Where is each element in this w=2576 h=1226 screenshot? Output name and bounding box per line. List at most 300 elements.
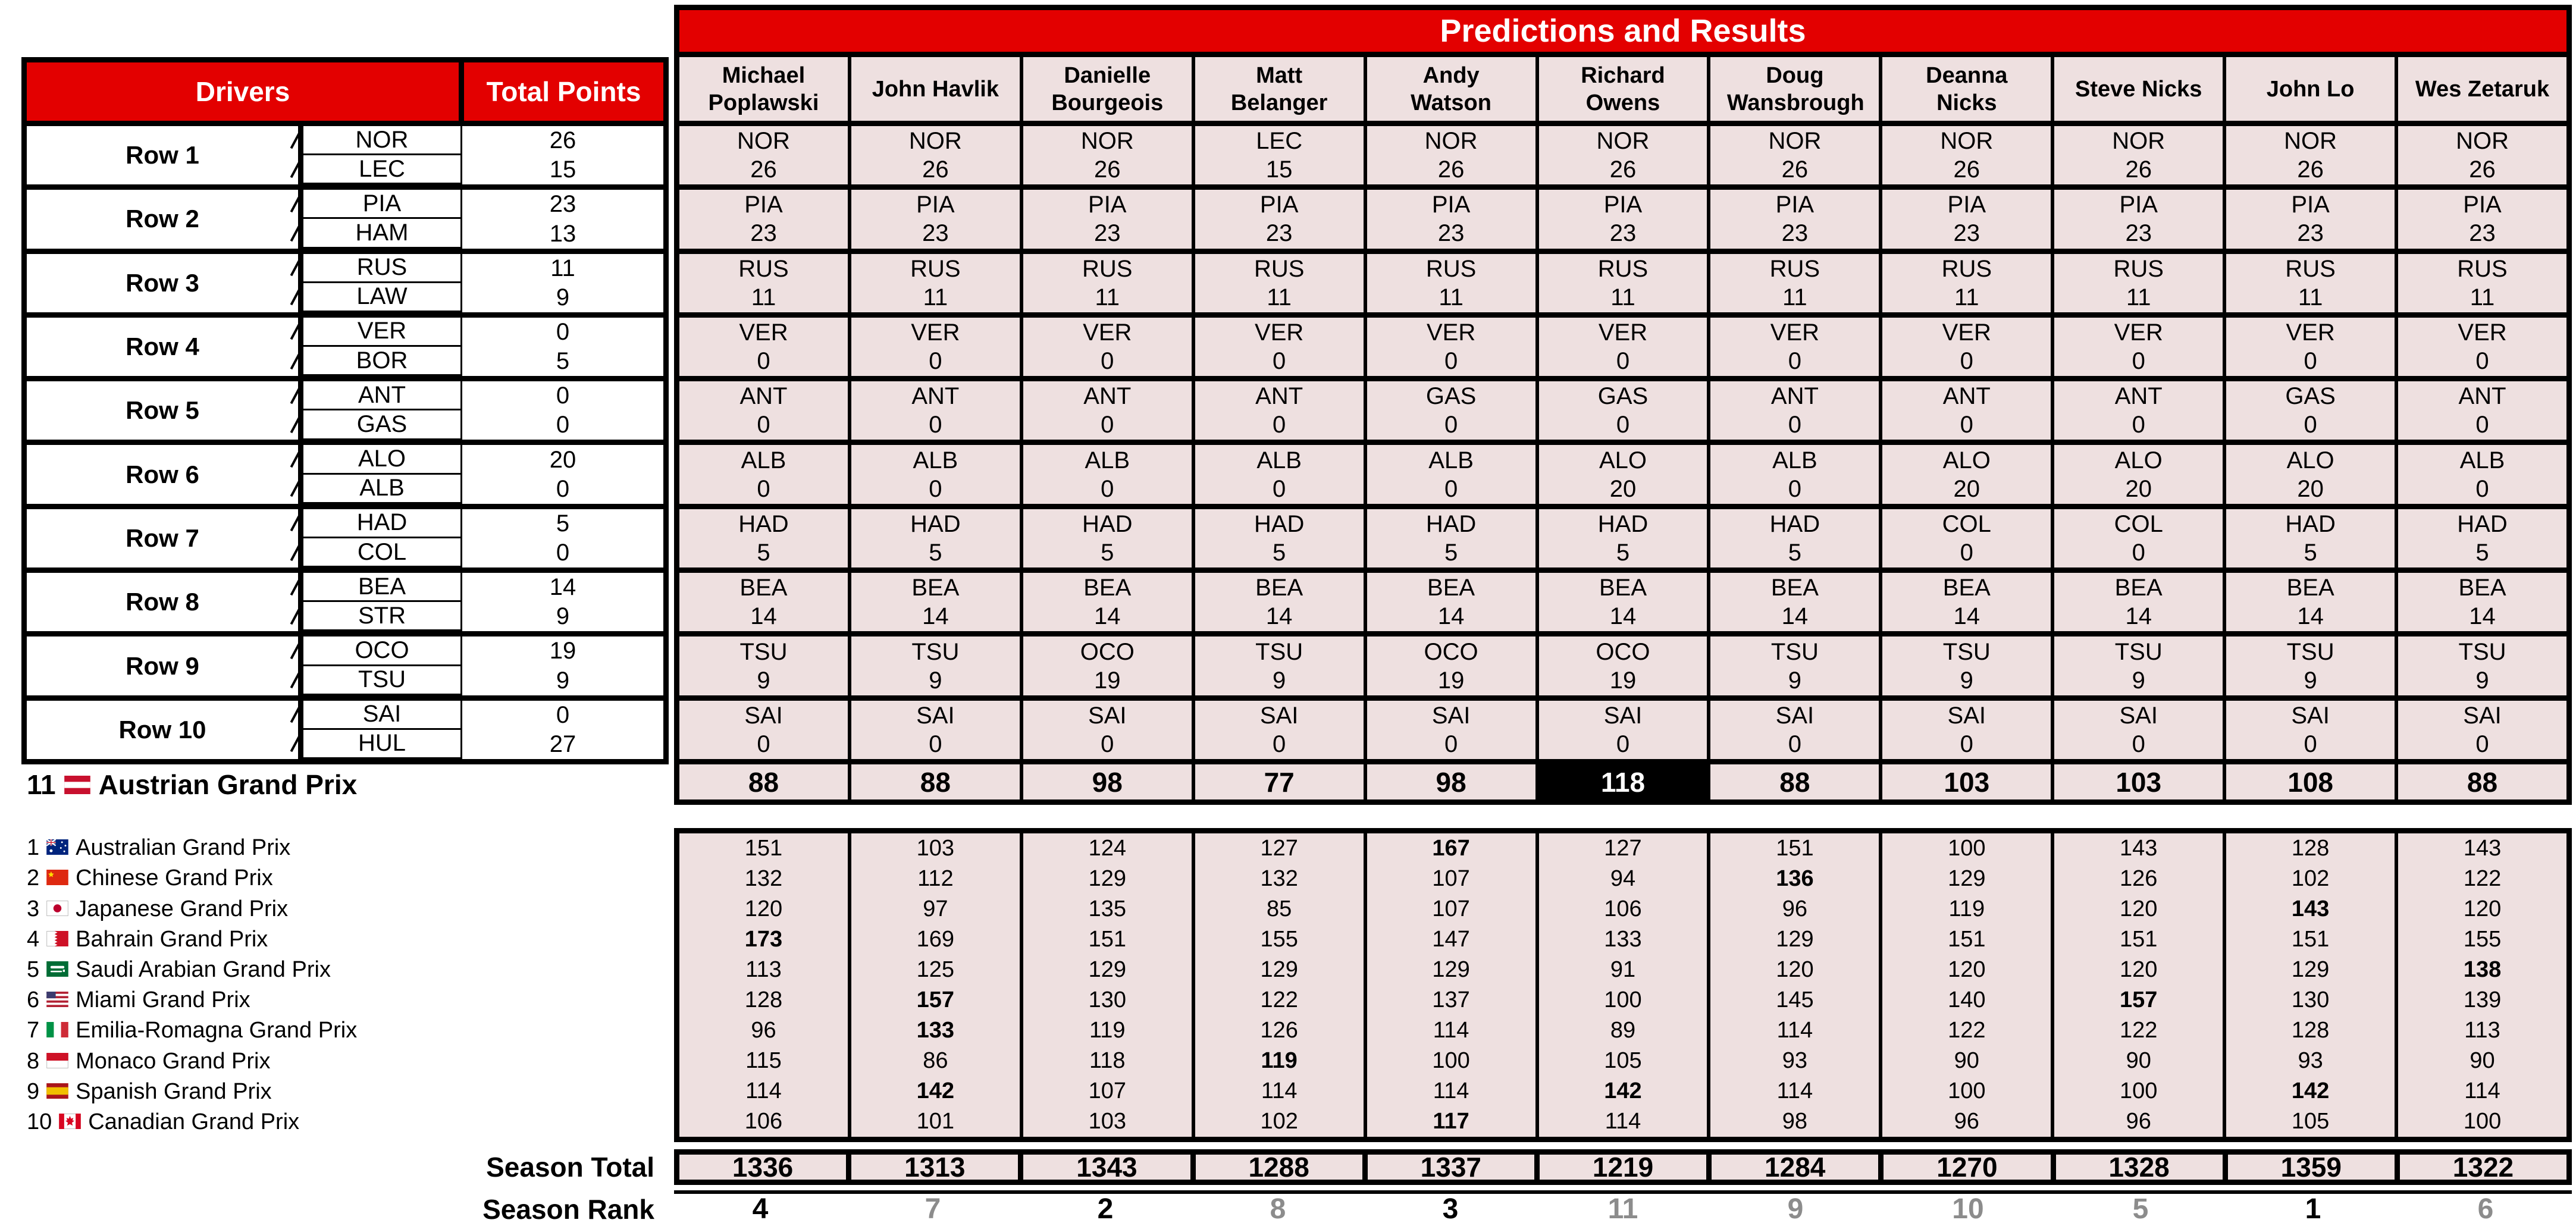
grand-prix-score: 91 (1610, 957, 1636, 982)
prediction-cell (679, 381, 851, 440)
grand-prix-score: 90 (2470, 1048, 2495, 1073)
season-total-cell: 1219 (1540, 1155, 1712, 1180)
grand-prix-score: 90 (1954, 1048, 1979, 1073)
prediction-cell (1023, 445, 1195, 503)
grand-prix-number: 10 (27, 1109, 52, 1134)
driver-code: TSU (303, 666, 460, 695)
grand-prix-score: 120 (744, 896, 783, 921)
prediction-cell (1023, 126, 1195, 184)
season-total-cell: 1343 (1023, 1155, 1195, 1180)
grand-prix-score: 96 (751, 1018, 776, 1043)
predicted-driver-points: 5 (1616, 539, 1630, 566)
total-points-header-cell (459, 57, 669, 126)
predicted-driver-points: 5 (1788, 539, 1802, 566)
predicted-driver-code: ANT (1083, 383, 1132, 410)
driver-points-cells (462, 190, 663, 248)
player-header-cell (851, 57, 1023, 121)
prediction-cell (851, 573, 1023, 631)
grand-prix-score: 93 (2298, 1048, 2323, 1073)
row-label: Row 1 (126, 141, 199, 170)
predicted-driver-code: NOR (1940, 128, 1994, 155)
grand-prix-label-list (27, 833, 669, 1137)
grand-prix-score: 169 (916, 927, 955, 952)
driver-row (27, 318, 663, 381)
predicted-driver-points: 5 (1101, 539, 1114, 566)
prediction-cell (679, 318, 851, 376)
predicted-driver-code: TSU (1770, 638, 1819, 665)
predicted-driver-code: ALO (1942, 447, 1991, 474)
season-rank-value: 1 (2305, 1193, 2321, 1225)
grand-prix-score-column (1710, 833, 1882, 1137)
predicted-driver-points: 15 (1265, 156, 1293, 183)
season-rank-value: 2 (1097, 1193, 1114, 1225)
grand-prix-score: 96 (2126, 1109, 2151, 1134)
driver-code-cells (303, 126, 462, 184)
predicted-driver-code: VER (1083, 319, 1132, 346)
grand-prix-name: Miami Grand Prix (76, 987, 250, 1013)
drivers-header-label: Drivers (195, 76, 290, 107)
driver-total-points: 5 (556, 348, 570, 375)
prediction-cell (1710, 445, 1882, 503)
grand-prix-score: 128 (2291, 1018, 2330, 1043)
predicted-driver-code: HAD (738, 510, 789, 537)
predicted-driver-code: RUS (2285, 255, 2336, 282)
flag-japan-icon (46, 901, 68, 916)
grand-prix-score: 96 (1954, 1109, 1979, 1134)
predicted-driver-code: VER (1770, 319, 1820, 346)
prediction-cell (2226, 636, 2398, 695)
prediction-cell (1367, 701, 1539, 759)
driver-points-cells (462, 254, 663, 312)
predicted-driver-code: NOR (1768, 128, 1822, 155)
predicted-driver-points: 0 (1960, 539, 1973, 566)
row-label: Row 4 (126, 333, 199, 361)
season-rank-value: 4 (752, 1193, 769, 1225)
prediction-grid-row (679, 190, 2566, 253)
flag-italy-icon (46, 1022, 68, 1037)
predicted-driver-code: ANT (1942, 383, 1991, 410)
grand-prix-score: 120 (2120, 896, 2158, 921)
predicted-driver-code: RUS (1941, 255, 1992, 282)
driver-points-cells (462, 701, 663, 759)
grand-prix-score: 129 (1432, 957, 1470, 982)
predicted-driver-code: VER (2114, 319, 2163, 346)
predicted-driver-points: 0 (1273, 412, 1286, 438)
grand-prix-number: 1 (27, 835, 40, 861)
predicted-driver-points: 0 (2475, 475, 2489, 502)
prediction-cell (2398, 126, 2566, 184)
predicted-driver-code: TSU (911, 638, 960, 665)
driver-code-cells (303, 318, 462, 376)
grand-prix-score: 138 (2463, 957, 2502, 982)
austrian-gp-totals-row (674, 764, 2572, 805)
prediction-cell (679, 126, 851, 184)
prediction-cell (2398, 381, 2566, 440)
driver-code-cells (303, 381, 462, 440)
prediction-cell (2226, 445, 2398, 503)
grand-prix-score-column (1367, 833, 1539, 1137)
grand-prix-score: 114 (2464, 1078, 2500, 1103)
driver-code: SAI (303, 701, 460, 730)
predicted-driver-code: TSU (1255, 638, 1303, 665)
prediction-cell (1710, 126, 1882, 184)
season-rank-value: 7 (925, 1193, 941, 1225)
predicted-driver-code: HAD (2285, 510, 2336, 537)
predicted-driver-points: 23 (2297, 220, 2324, 247)
grand-prix-label (27, 985, 669, 1015)
predicted-driver-points: 0 (757, 412, 770, 438)
prediction-cell (851, 636, 1023, 695)
driver-row (27, 381, 663, 445)
grand-prix-score: 133 (916, 1018, 955, 1043)
predicted-driver-points: 0 (1101, 730, 1114, 757)
driver-total-points: 23 (549, 191, 576, 218)
prediction-cell (851, 126, 1023, 184)
grand-prix-score: 127 (1260, 836, 1298, 861)
driver-code: LAW (303, 283, 460, 312)
predicted-driver-points: 9 (929, 667, 942, 694)
grand-prix-score: 113 (2464, 1018, 2500, 1043)
grand-prix-score: 173 (744, 927, 783, 952)
predicted-driver-points: 11 (1267, 284, 1292, 311)
grand-prix-score: 100 (1948, 836, 1986, 861)
drivers-header-cell (21, 57, 464, 126)
predicted-driver-code: PIA (744, 192, 783, 218)
grand-prix-score: 86 (923, 1048, 948, 1073)
grand-prix-score: 107 (1088, 1078, 1126, 1103)
season-rank-value: 6 (2477, 1193, 2494, 1225)
predicted-driver-code: NOR (1596, 128, 1650, 155)
predicted-driver-code: RUS (1769, 255, 1820, 282)
prediction-cell (1367, 381, 1539, 440)
grand-prix-score: 151 (744, 836, 783, 861)
grand-prix-score: 85 (1267, 896, 1292, 921)
prediction-cell (1539, 701, 1711, 759)
row-label: Row 5 (126, 396, 199, 425)
flag-austria-icon (64, 776, 90, 794)
grand-prix-score: 132 (744, 866, 783, 891)
grand-prix-score: 101 (916, 1109, 955, 1134)
predicted-driver-points: 0 (2475, 730, 2489, 757)
predicted-driver-points: 14 (1609, 603, 1637, 630)
predicted-driver-points: 0 (1273, 730, 1286, 757)
predicted-driver-code: SAI (1947, 702, 1986, 729)
grand-prix-name: Saudi Arabian Grand Prix (76, 957, 331, 982)
driver-points-cells (462, 636, 663, 695)
player-name: Richard Owens (1581, 62, 1665, 115)
season-total-row (674, 1149, 2572, 1185)
grand-prix-label (27, 1015, 669, 1046)
predicted-driver-code: BEA (1083, 575, 1132, 601)
grand-prix-label (27, 863, 669, 893)
player-name: Michael Poplawski (708, 62, 819, 115)
prediction-cell (1367, 573, 1539, 631)
predicted-driver-code: NOR (737, 128, 790, 155)
prediction-cell (1710, 509, 1882, 567)
prediction-grid-row (679, 126, 2566, 190)
season-rank-value: 10 (1952, 1193, 1984, 1225)
total-points-header-label: Total Points (486, 76, 641, 107)
predicted-driver-code: COL (2114, 510, 2163, 537)
predicted-driver-points: 14 (2297, 603, 2324, 630)
predicted-driver-code: OCO (1080, 638, 1135, 665)
flag-australia-icon (46, 839, 68, 855)
prediction-cell (1367, 445, 1539, 503)
grand-prix-results-grid (674, 828, 2572, 1142)
grand-prix-score: 151 (1948, 927, 1986, 952)
prediction-cell (2398, 254, 2566, 312)
predicted-driver-points: 0 (1101, 412, 1114, 438)
predicted-driver-points: 9 (2304, 667, 2317, 694)
predicted-driver-code: SAI (916, 702, 955, 729)
grand-prix-number: 7 (27, 1018, 40, 1043)
prediction-cell (1023, 254, 1195, 312)
prediction-grid-row (679, 701, 2566, 759)
predicted-driver-points: 14 (922, 603, 949, 630)
grand-prix-score: 128 (744, 987, 783, 1012)
grand-prix-score: 151 (2120, 927, 2158, 952)
grand-prix-score: 155 (2463, 927, 2502, 952)
grand-prix-score-column (2054, 833, 2226, 1137)
grand-prix-score: 119 (1261, 1048, 1298, 1073)
driver-points-cells (462, 318, 663, 376)
predicted-driver-points: 11 (1439, 284, 1464, 311)
prediction-cell (1710, 318, 1882, 376)
prediction-cell (1023, 636, 1195, 695)
prediction-cell (2398, 190, 2566, 248)
predicted-driver-code: OCO (1424, 638, 1478, 665)
prediction-cell (1710, 573, 1882, 631)
predicted-driver-code: SAI (2291, 702, 2330, 729)
prediction-cell (2398, 509, 2566, 567)
flag-bahrain-icon (46, 931, 68, 946)
prediction-cell (1195, 445, 1367, 503)
grand-prix-score: 133 (1604, 927, 1642, 952)
grand-prix-score: 126 (1260, 1018, 1298, 1043)
season-total-cell: 1336 (679, 1155, 851, 1180)
row-label-cell (27, 573, 303, 631)
driver-total-points: 9 (556, 603, 570, 630)
predicted-driver-code: TSU (2458, 638, 2506, 665)
prediction-cell (679, 445, 851, 503)
grand-prix-score: 151 (2291, 927, 2330, 952)
predicted-driver-points: 20 (2297, 475, 2324, 502)
prediction-cell (1882, 701, 2054, 759)
austrian-gp-name: Austrian Grand Prix (98, 769, 358, 800)
grand-prix-score: 122 (2120, 1018, 2158, 1043)
driver-points-cells (462, 381, 663, 440)
predicted-driver-points: 14 (1094, 603, 1121, 630)
row-label-cell (27, 445, 303, 503)
predicted-driver-code: ANT (1255, 383, 1303, 410)
predicted-driver-points: 0 (1273, 475, 1286, 502)
player-name: John Lo (2266, 76, 2355, 102)
grand-prix-score-column (679, 833, 851, 1137)
predicted-driver-code: BEA (1599, 575, 1647, 601)
predicted-driver-code: VER (1255, 319, 1304, 346)
predicted-driver-points: 0 (1616, 348, 1630, 375)
predicted-driver-code: NOR (1424, 128, 1478, 155)
grand-prix-score: 135 (1088, 896, 1126, 921)
prediction-cell (679, 573, 851, 631)
predicted-driver-code: BEA (2286, 575, 2334, 601)
grand-prix-score: 112 (917, 866, 954, 891)
prediction-cell (2226, 318, 2398, 376)
predicted-driver-code: HAD (1253, 510, 1305, 537)
predicted-driver-code: VER (2458, 319, 2507, 346)
driver-code: RUS (303, 254, 460, 283)
predicted-driver-points: 5 (929, 539, 942, 566)
grand-prix-label (27, 893, 669, 924)
predicted-driver-code: BEA (739, 575, 788, 601)
predicted-driver-points: 11 (1954, 284, 1979, 311)
predicted-driver-code: HAD (1597, 510, 1649, 537)
predicted-driver-points: 23 (1953, 220, 1980, 247)
prediction-cell (1882, 318, 2054, 376)
prediction-cell (2054, 573, 2226, 631)
prediction-cell (1195, 381, 1367, 440)
grand-prix-score: 120 (1776, 957, 1814, 982)
player-header-cell (1023, 57, 1195, 121)
row-label: Row 9 (126, 651, 199, 680)
row-label-cell (27, 509, 303, 567)
predicted-driver-code: PIA (1947, 192, 1986, 218)
player-header-cell (679, 57, 851, 121)
predicted-driver-points: 0 (2304, 412, 2317, 438)
austrian-total-cell: 88 (679, 764, 851, 799)
grand-prix-flag-slot (46, 1079, 68, 1105)
season-rank-value: 9 (1787, 1193, 1804, 1225)
prediction-cell (1882, 254, 2054, 312)
driver-total-points: 15 (549, 156, 576, 183)
predicted-driver-code: SAI (2119, 702, 2158, 729)
predicted-driver-code: HAD (1425, 510, 1477, 537)
row-label-cell (27, 254, 303, 312)
player-name: Andy Watson (1411, 62, 1491, 115)
predicted-driver-code: OCO (1596, 638, 1650, 665)
predicted-driver-points: 5 (1444, 539, 1458, 566)
player-name: Danielle Bourgeois (1051, 62, 1164, 115)
prediction-cell (679, 190, 851, 248)
predicted-driver-points: 0 (2132, 539, 2145, 566)
predicted-driver-points: 0 (1444, 730, 1458, 757)
driver-code: OCO (303, 636, 460, 666)
predicted-driver-code: RUS (2457, 255, 2508, 282)
driver-code: VER (303, 318, 460, 347)
prediction-cell (2054, 509, 2226, 567)
predicted-driver-code: SAI (2463, 702, 2502, 729)
grand-prix-number: 4 (27, 926, 40, 952)
predicted-driver-points: 23 (750, 220, 777, 247)
prediction-cell (851, 190, 1023, 248)
predicted-driver-code: HAD (910, 510, 961, 537)
predicted-driver-points: 23 (1609, 220, 1637, 247)
grand-prix-score: 100 (2120, 1078, 2158, 1103)
grand-prix-score: 137 (1432, 987, 1470, 1012)
predicted-driver-code: BEA (2114, 575, 2163, 601)
prediction-cell (1539, 381, 1711, 440)
predicted-driver-points: 26 (2125, 156, 2152, 183)
austrian-total-cell: 77 (1195, 764, 1367, 799)
prediction-cell (2054, 190, 2226, 248)
prediction-cell (2226, 573, 2398, 631)
predicted-driver-points: 0 (1788, 412, 1802, 438)
prediction-cell (1539, 636, 1711, 695)
prediction-cell (1195, 573, 1367, 631)
predicted-driver-code: ANT (1770, 383, 1819, 410)
grand-prix-score-column (1195, 833, 1367, 1137)
driver-code: GAS (303, 410, 460, 440)
predicted-driver-points: 0 (2304, 348, 2317, 375)
predicted-driver-code: SAI (1088, 702, 1127, 729)
predicted-driver-points: 11 (2470, 284, 2495, 311)
grand-prix-score: 94 (1610, 866, 1636, 891)
prediction-cell (1195, 701, 1367, 759)
grand-prix-flag-slot (59, 1109, 81, 1135)
grand-prix-score: 113 (745, 957, 782, 982)
predicted-driver-points: 11 (923, 284, 948, 311)
predicted-driver-code: TSU (739, 638, 788, 665)
season-total-cell: 1328 (2056, 1155, 2228, 1180)
grand-prix-label (27, 1077, 669, 1107)
prediction-cell (1710, 190, 1882, 248)
predicted-driver-points: 26 (1437, 156, 1465, 183)
season-total-cell: 1359 (2228, 1155, 2400, 1180)
predicted-driver-code: RUS (738, 255, 789, 282)
driver-total-points: 0 (556, 412, 570, 438)
predicted-driver-points: 0 (757, 730, 770, 757)
grand-prix-label (27, 1046, 669, 1076)
player-header-cell (1882, 57, 2054, 121)
predicted-driver-points: 9 (1788, 667, 1802, 694)
grand-prix-name: Bahrain Grand Prix (76, 926, 268, 952)
row-label: Row 6 (126, 460, 199, 488)
flag-china-icon (46, 870, 68, 885)
grand-prix-score: 129 (1776, 927, 1814, 952)
predicted-driver-points: 19 (1437, 667, 1465, 694)
predicted-driver-points: 0 (929, 730, 942, 757)
driver-total-points: 0 (556, 701, 570, 728)
driver-code: HAM (303, 219, 460, 248)
grand-prix-score: 151 (1088, 927, 1126, 952)
player-name: John Havlik (872, 76, 999, 102)
driver-points-cells (462, 509, 663, 567)
flag-spain-icon (46, 1083, 68, 1099)
predicted-driver-code: ALO (1599, 447, 1647, 474)
grand-prix-score-column (1882, 833, 2054, 1137)
row-label: Row 2 (126, 205, 199, 233)
predicted-driver-code: NOR (1080, 128, 1134, 155)
grand-prix-score: 97 (923, 896, 948, 921)
predicted-driver-points: 26 (1094, 156, 1121, 183)
driver-row (27, 509, 663, 573)
predicted-driver-points: 11 (2298, 284, 2323, 311)
predicted-driver-code: TSU (2114, 638, 2163, 665)
predicted-driver-points: 9 (2475, 667, 2489, 694)
grand-prix-name: Australian Grand Prix (76, 835, 291, 861)
flag-saudi-arabia-icon (46, 961, 68, 977)
driver-total-points: 0 (556, 382, 570, 409)
predicted-driver-points: 9 (1273, 667, 1286, 694)
prediction-cell (2054, 701, 2226, 759)
prediction-cell (1539, 509, 1711, 567)
grand-prix-label (27, 924, 669, 955)
grand-prix-label (27, 833, 669, 863)
predicted-driver-code: ANT (911, 383, 960, 410)
grand-prix-score-column (2226, 833, 2398, 1137)
grand-prix-score: 105 (1604, 1048, 1642, 1073)
grand-prix-score-column (1539, 833, 1711, 1137)
